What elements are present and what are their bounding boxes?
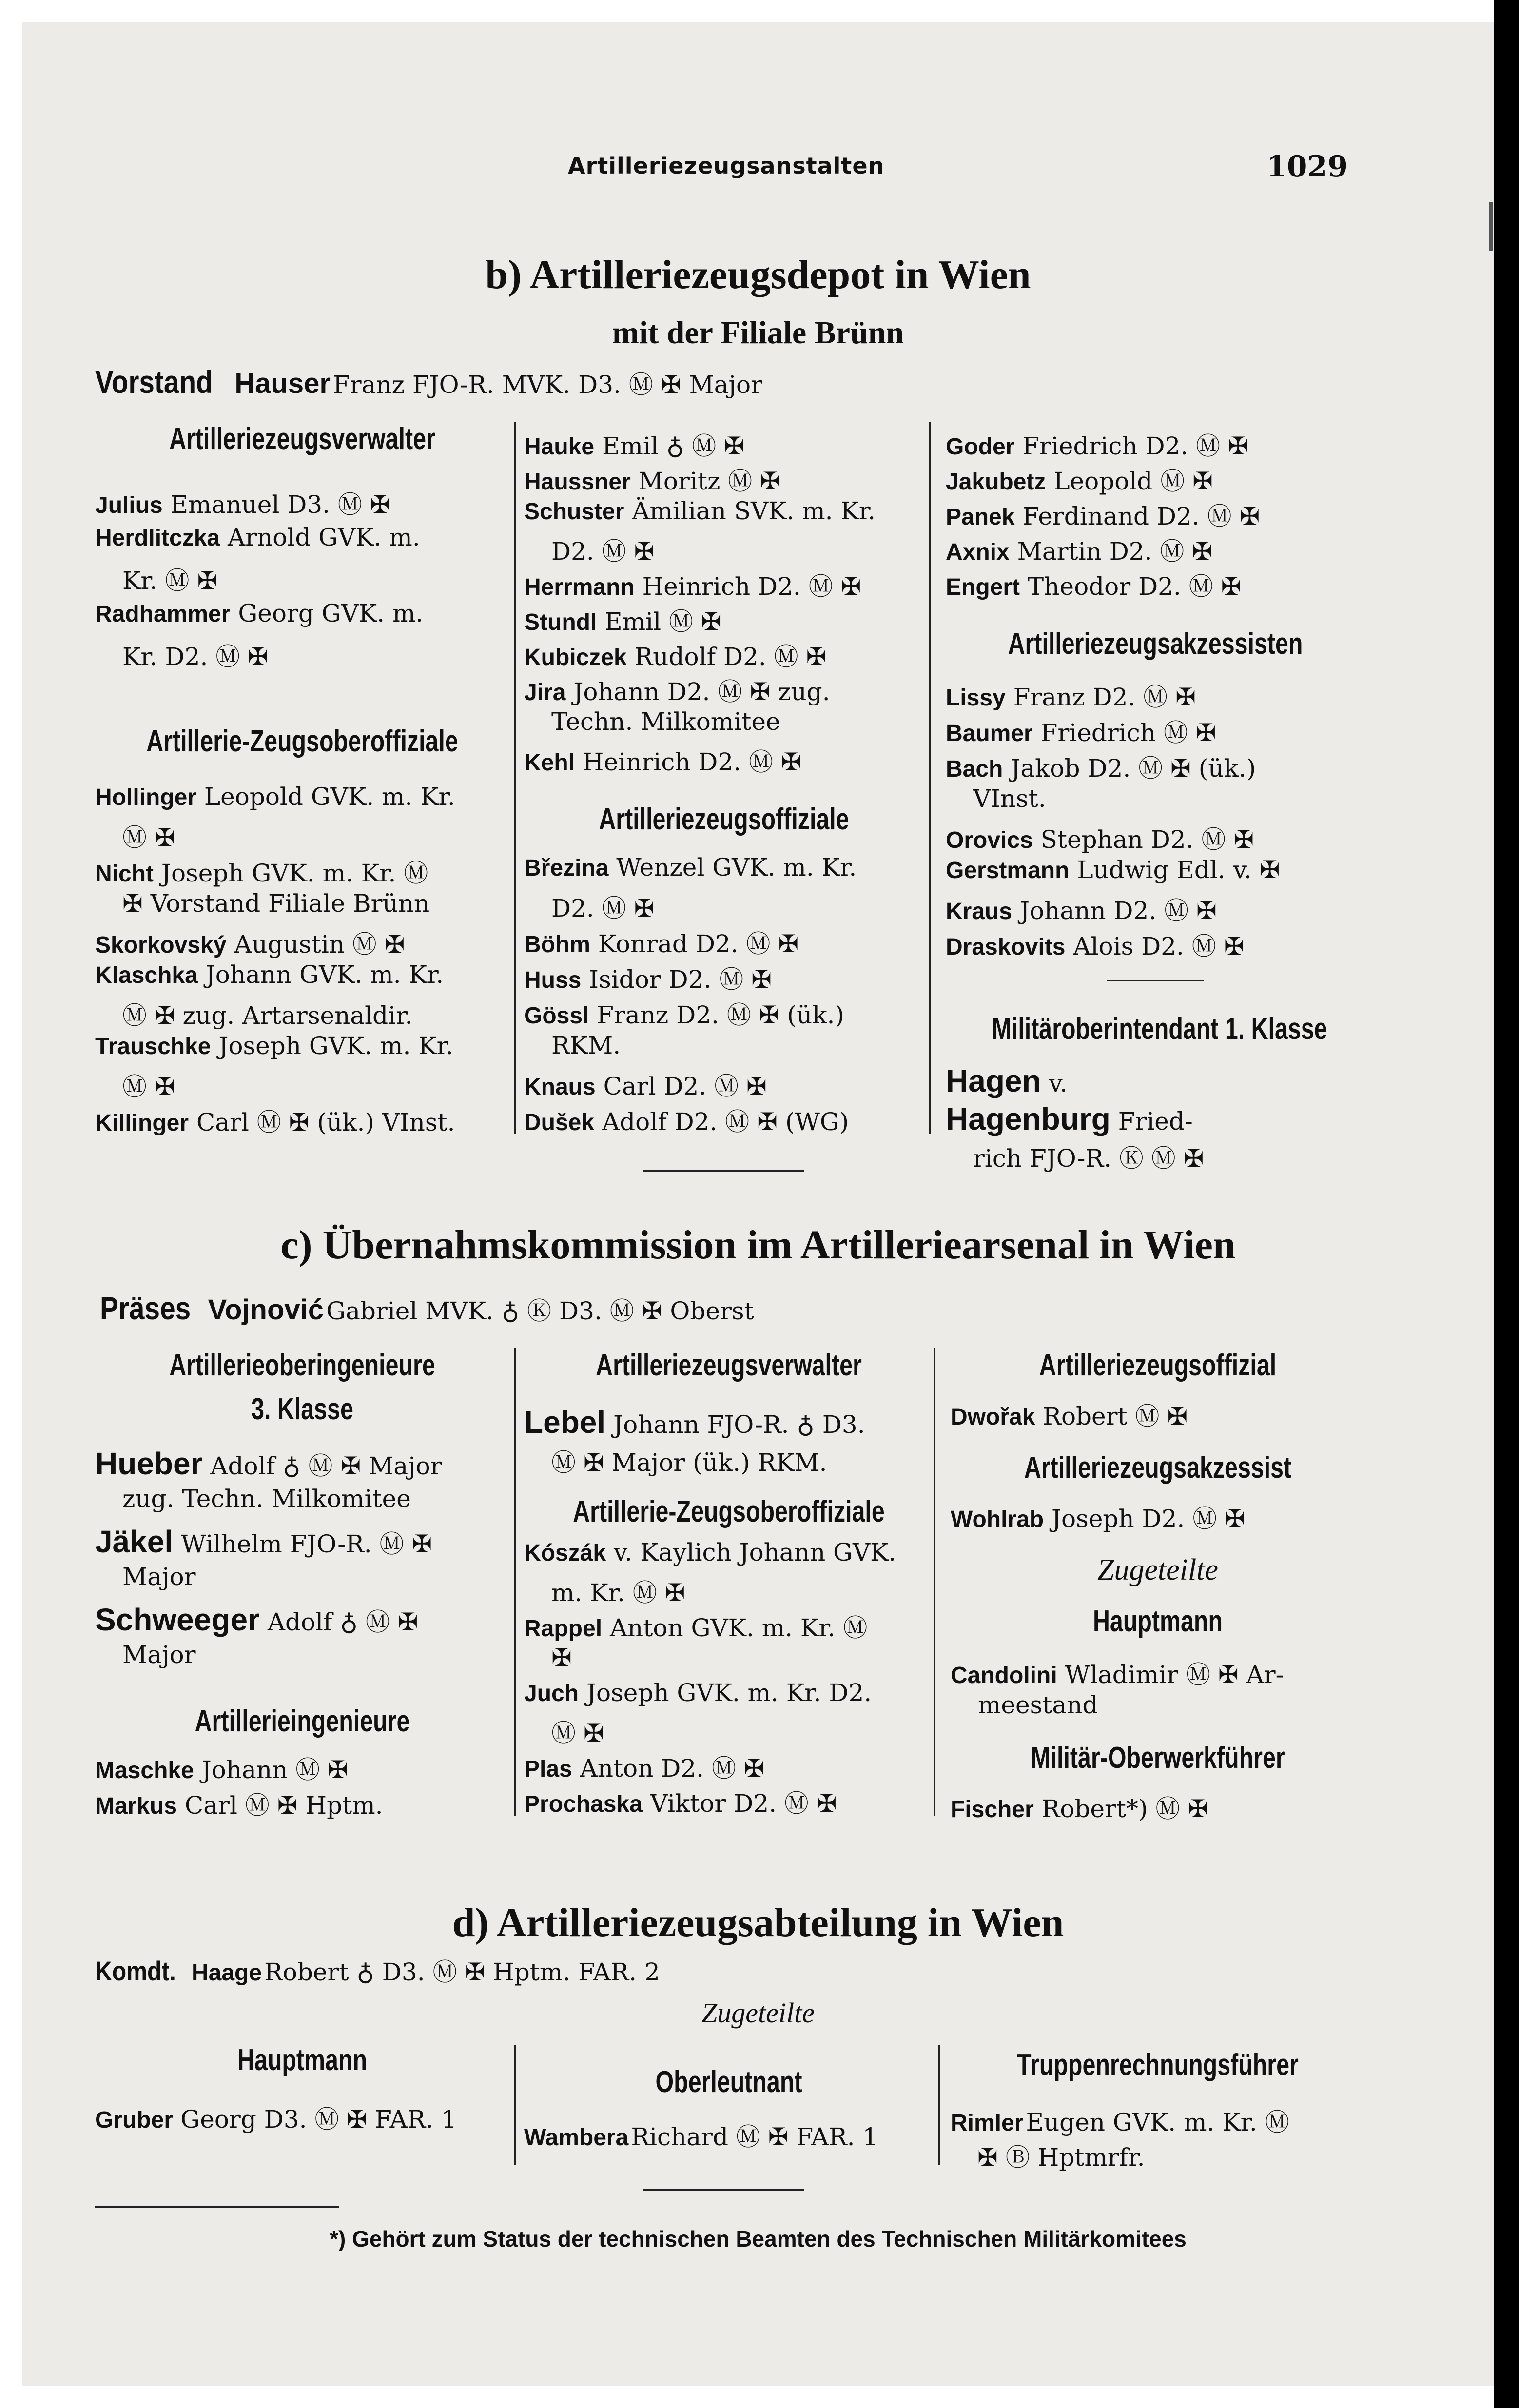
person-details: Konrad D2. Ⓜ ✠: [598, 930, 799, 958]
list-entry: [95, 960, 444, 989]
person-details: Emil ♁ Ⓜ ✠: [602, 432, 745, 460]
list-entry: [551, 1031, 621, 1059]
person-details: Anton GVK. m. Kr. Ⓜ: [609, 1614, 868, 1642]
leader-label: Vorstand: [95, 364, 213, 400]
list-entry: [946, 567, 1242, 602]
list-entry: [95, 1602, 418, 1638]
person-name: Dwořak: [951, 1404, 1035, 1430]
person-name: Kehl: [524, 750, 575, 776]
person-details: D2. Ⓜ ✠: [551, 894, 655, 922]
hauptmann-heading: Hauptmann: [237, 2043, 367, 2077]
list-entry: [122, 1067, 175, 1102]
person-name: Hueber: [95, 1446, 203, 1481]
scan-mark: [1489, 202, 1493, 251]
person-details: Ludwig Edl. v. ✠: [1077, 856, 1280, 884]
person-name: Haussner: [524, 469, 631, 495]
person-details: Joseph GVK. m. Kr.: [218, 1032, 453, 1060]
person-details: ✠: [551, 1644, 572, 1672]
list-entry: [122, 818, 175, 853]
list-entry: [551, 1443, 827, 1478]
entry-rimler: [951, 2103, 1289, 2138]
person-details: Leopold Ⓜ ✠: [1053, 467, 1213, 495]
person-details: Adolf D2. Ⓜ ✠ (WG): [602, 1108, 849, 1136]
person-name: Březina: [524, 855, 609, 881]
column-divider: [934, 1348, 935, 1816]
person-name: Gössl: [524, 1003, 589, 1029]
person-name: Fischer: [951, 1797, 1034, 1822]
person-details: D2. Ⓜ ✠: [551, 537, 655, 566]
person-name: Maschke: [95, 1758, 194, 1783]
person-details: Ⓜ ✠ Major (ük.) RKM.: [551, 1449, 827, 1477]
list-entry: [95, 1524, 432, 1560]
leader-name: Haage: [191, 1960, 262, 1986]
list-entry: [946, 1063, 1068, 1099]
list-entry: [946, 749, 1256, 784]
list-entry: [951, 1655, 1284, 1690]
person-name: Radhammer: [95, 601, 231, 627]
person-name: Hollinger: [95, 784, 197, 810]
list-entry: [524, 602, 721, 637]
person-name: Rappel: [524, 1616, 603, 1642]
person-name: Axnix: [946, 539, 1010, 565]
person-name: Goder: [946, 434, 1015, 460]
person-name: Kószák: [524, 1540, 606, 1566]
list-entry: [524, 1749, 764, 1784]
person-details: Carl Ⓜ ✠ Hptm.: [184, 1791, 383, 1820]
person-details: Wladimir Ⓜ ✠ Ar-: [1065, 1661, 1284, 1689]
person-name: Wambera: [524, 2125, 629, 2151]
person-details: Kr. Ⓜ ✠: [122, 567, 218, 595]
list-entry: [524, 1404, 865, 1440]
list-entry: [524, 1538, 896, 1566]
list-entry: [524, 672, 830, 707]
column-heading: Artilleriezeugsakzessist: [1024, 1451, 1292, 1485]
leader-label: Präses: [100, 1290, 191, 1326]
person-details: Stephan D2. Ⓜ ✠: [1040, 825, 1254, 854]
person-details: Rudolf D2. Ⓜ ✠: [634, 643, 827, 671]
section-b-subtitle: mit der Filiale Brünn: [612, 315, 904, 351]
person-details: zug. Techn. Milkomitee: [122, 1485, 411, 1513]
list-entry: [946, 856, 1280, 884]
person-name: Huss: [524, 967, 582, 993]
person-details: Ferdinand D2. Ⓜ ✠: [1022, 502, 1260, 530]
person-name: Markus: [95, 1793, 177, 1819]
leader-details: Gabriel MVK. ♁ Ⓚ D3. Ⓜ ✠ Oberst: [326, 1297, 754, 1325]
list-entry: [551, 707, 780, 736]
person-details: Ⓜ ✠: [551, 1719, 604, 1747]
list-entry: [122, 561, 217, 596]
leader-details: Robert ♁ D3. Ⓜ ✠ Hptm. FAR. 2: [264, 1958, 660, 1986]
person-details: Martin D2. Ⓜ ✠: [1017, 537, 1213, 566]
person-name: Draskovits: [946, 934, 1066, 960]
person-details: Theodor D2. Ⓜ ✠: [1027, 572, 1242, 601]
list-entry: [551, 1714, 604, 1749]
person-name: Hagenburg: [946, 1101, 1110, 1136]
list-entry: [551, 889, 654, 924]
person-details: rich FJO-R. Ⓚ Ⓜ ✠: [973, 1144, 1204, 1173]
person-name: Dušek: [524, 1110, 595, 1135]
person-details: Wenzel GVK. m. Kr.: [616, 853, 857, 881]
person-details: Major: [122, 1563, 196, 1591]
list-entry: [951, 1499, 1245, 1534]
person-name: Lebel: [524, 1405, 606, 1440]
person-name: Killinger: [95, 1110, 189, 1136]
person-details: Techn. Milkomitee: [551, 707, 780, 736]
person-details: Viktor D2. Ⓜ ✠: [650, 1789, 837, 1818]
list-entry: [524, 1608, 867, 1644]
leader-details: Franz FJO-R. MVK. D3. Ⓜ ✠ Major: [333, 371, 763, 399]
person-name: Rimler: [951, 2110, 1024, 2136]
person-name: Böhm: [524, 932, 590, 958]
list-entry: [946, 713, 1216, 748]
person-name: Schweeger: [95, 1602, 260, 1637]
column-heading: Artilleriezeugsoffiziale: [599, 803, 849, 836]
list-entry: [524, 497, 876, 525]
person-details: RKM.: [551, 1031, 621, 1059]
person-name: Kubiczek: [524, 645, 627, 670]
person-details: Major: [122, 1641, 196, 1669]
column-divider: [514, 1348, 516, 1816]
person-details: Adolf ♁ Ⓜ ✠: [267, 1608, 418, 1636]
person-name: Nicht: [95, 861, 154, 887]
person-details: Moritz Ⓜ ✠: [638, 467, 780, 495]
person-details: Emil Ⓜ ✠: [604, 607, 721, 636]
person-name: Kraus: [946, 899, 1013, 924]
person-name: Schuster: [524, 499, 624, 525]
column-divider: [929, 422, 931, 1134]
person-details: VInst.: [973, 784, 1046, 813]
list-entry: [946, 678, 1196, 713]
list-entry: [122, 637, 268, 672]
person-name: Juch: [524, 1681, 579, 1706]
person-details: Johann D2. Ⓜ ✠: [1019, 897, 1217, 925]
person-name: Jakubetz: [946, 469, 1046, 495]
person-details: Kr. D2. Ⓜ ✠: [122, 643, 269, 671]
person-name: Trauschke: [95, 1034, 211, 1059]
list-entry: [95, 1750, 348, 1785]
person-details: Leopold GVK. m. Kr.: [204, 783, 455, 811]
person-details: v. Kaylich Johann GVK.: [613, 1538, 896, 1566]
person-details: Johann Ⓜ ✠: [201, 1756, 348, 1784]
list-entry: [122, 996, 412, 1031]
list-entry: [524, 637, 826, 672]
scanned-page: [22, 22, 1494, 2386]
person-details: Wilhelm FJO-R. Ⓜ ✠: [181, 1530, 432, 1558]
person-name: Orovics: [946, 827, 1033, 853]
list-entry: [946, 1101, 1193, 1137]
section-c-title: c) Übernahmskommission im Artilleriearsenal in Wien: [280, 1222, 1236, 1268]
list-entry: [95, 1103, 455, 1138]
running-title: Artilleriezeugsanstalten: [568, 153, 885, 179]
list-entry: [95, 599, 423, 627]
person-name: Herdlitczka: [95, 525, 220, 551]
list-entry: [95, 1786, 383, 1821]
person-details: Isidor D2. Ⓜ ✠: [589, 965, 772, 994]
list-entry: [978, 1691, 1098, 1719]
column-heading: 3. Klasse: [251, 1392, 353, 1426]
person-name: Stundl: [524, 609, 597, 635]
list-entry: [122, 889, 429, 918]
person-name: Bach: [946, 756, 1003, 782]
person-details: Joseph GVK. m. Kr. D2.: [586, 1679, 872, 1707]
list-entry: [95, 925, 405, 960]
person-name: Hagen: [946, 1063, 1041, 1098]
list-entry: [946, 462, 1213, 497]
person-details: Robert*) Ⓜ ✠: [1041, 1795, 1208, 1823]
person-name: Knaus: [524, 1074, 596, 1100]
list-entry: [524, 567, 861, 602]
column-divider: [514, 2045, 516, 2165]
section-d-title: d) Artilleriezeugsabteilung in Wien: [452, 1900, 1064, 1945]
person-details: Robert Ⓜ ✠: [1043, 1402, 1188, 1430]
list-entry: [524, 960, 772, 995]
leader-name: Hauser: [234, 368, 331, 399]
person-name: Candolini: [951, 1663, 1057, 1688]
list-entry: [95, 1032, 453, 1060]
person-name: Gerstmann: [946, 858, 1070, 883]
divider-rule: [643, 1170, 804, 1172]
person-details: Joseph GVK. m. Kr. Ⓜ: [161, 859, 428, 887]
person-name: Jäkel: [95, 1524, 174, 1559]
list-entry: [122, 1485, 411, 1513]
person-details: Carl D2. Ⓜ ✠: [603, 1072, 767, 1100]
list-entry: [551, 1644, 572, 1672]
list-entry: [95, 783, 455, 811]
section-b-title: b) Artilleriezeugsdepot in Wien: [485, 252, 1031, 297]
person-name: Jira: [524, 680, 566, 705]
zugeteilte-heading: Zugeteilte: [701, 1997, 815, 2029]
section-c-leader: [100, 1290, 754, 1327]
list-entry: [946, 820, 1254, 855]
person-details: Ämilian SVK. m. Kr.: [632, 497, 876, 525]
person-details: Heinrich D2. Ⓜ ✠: [582, 748, 801, 776]
person-details: Fried-: [1118, 1107, 1193, 1135]
column-heading: Artillerie-Zeugsoberoffiziale: [573, 1495, 885, 1528]
person-name: Engert: [946, 574, 1020, 600]
divider-rule: [1107, 980, 1204, 981]
person-name: Prochaska: [524, 1791, 643, 1817]
entry-rimler-continued: ✠ Ⓑ Hptmrfr.: [977, 2143, 1145, 2172]
entry-wambera: [524, 2117, 878, 2153]
person-details: Georg D3. Ⓜ ✠ FAR. 1: [180, 2105, 457, 2134]
column-heading: Artilleriezeugsverwalter: [596, 1349, 862, 1382]
column-heading: Artillerieoberingenieure: [169, 1349, 435, 1382]
footnote-rule: [95, 2206, 339, 2208]
column-heading: Artilleriezeugsverwalter: [169, 422, 435, 456]
person-details: ✠ Vorstand Filiale Brünn: [122, 889, 430, 918]
list-entry: [524, 996, 844, 1031]
person-details: Emanuel D3. Ⓜ ✠: [170, 490, 390, 519]
list-entry: [524, 1102, 849, 1137]
person-details: Anton D2. Ⓜ ✠: [580, 1754, 764, 1782]
person-details: Ⓜ ✠: [122, 1073, 175, 1101]
column-heading: Artilleriezeugsoffizial: [1039, 1349, 1277, 1382]
person-name: Lissy: [946, 685, 1006, 711]
person-details: v.: [1049, 1069, 1068, 1097]
person-details: Georg GVK. m.: [238, 599, 424, 627]
person-name: Julius: [95, 492, 163, 518]
person-details: Ⓜ ✠: [122, 823, 175, 852]
person-details: Eugen GVK. m. Kr. Ⓜ: [1026, 2108, 1289, 2136]
list-entry: [524, 1784, 837, 1819]
list-entry: [946, 927, 1245, 962]
person-name: Plas: [524, 1756, 572, 1782]
person-details: Joseph D2. Ⓜ ✠: [1052, 1505, 1245, 1533]
column-heading: Artillerie-Zeugsoberoffiziale: [146, 724, 458, 758]
column-heading: Artilleriezeugsakzessisten: [1008, 627, 1303, 661]
person-details: Johann GVK. m. Kr.: [205, 960, 444, 989]
list-entry: [951, 1789, 1208, 1824]
person-name: Panek: [946, 504, 1015, 530]
footnote: *) Gehört zum Status der technischen Beamten des Technischen Militärkomitees: [330, 2226, 1187, 2251]
person-details: Franz D2. Ⓜ ✠: [1013, 683, 1196, 711]
person-details: Ⓜ ✠ zug. Artarsenaldir.: [122, 1001, 413, 1030]
person-details: Heinrich D2. Ⓜ ✠: [642, 572, 861, 601]
person-name: Klaschka: [95, 962, 198, 988]
column-heading: Zugeteilte: [1097, 1553, 1218, 1586]
person-name: Baumer: [946, 721, 1033, 746]
section-b-leader: [95, 363, 762, 400]
list-entry: [946, 427, 1248, 462]
list-entry: [524, 924, 798, 959]
person-details: Johann FJO-R. ♁ D3.: [613, 1410, 865, 1439]
column-heading: Militäroberintendant 1. Klasse: [992, 1012, 1327, 1046]
person-details: Augustin Ⓜ ✠: [234, 930, 405, 959]
list-entry: [122, 1563, 196, 1591]
person-name: Herrmann: [524, 574, 635, 600]
column-divider: [514, 422, 516, 1134]
person-details: Friedrich D2. Ⓜ ✠: [1022, 432, 1248, 460]
list-entry: [946, 891, 1217, 926]
person-details: Alois D2. Ⓜ ✠: [1073, 932, 1245, 960]
page-number: 1029: [1266, 150, 1348, 184]
list-entry: [524, 1067, 767, 1102]
list-entry: [973, 784, 1046, 813]
person-details: Friedrich Ⓜ ✠: [1040, 719, 1216, 747]
column-heading: Militär-Oberwerkführer: [1031, 1741, 1285, 1775]
person-name: Wohlrab: [951, 1507, 1044, 1532]
list-entry: [551, 1573, 685, 1608]
oberleutnant-heading: Oberleutnant: [655, 2065, 802, 2099]
list-entry: [95, 854, 428, 889]
list-entry: [524, 1679, 872, 1707]
person-name: Hauke: [524, 434, 595, 460]
scan-border: [1494, 0, 1519, 2408]
person-details: Jakob D2. Ⓜ ✠ (ük.): [1011, 754, 1256, 783]
person-name: Skorkovský: [95, 932, 227, 958]
person-details: Adolf ♁ Ⓜ ✠ Major: [210, 1452, 442, 1480]
list-entry: [122, 1641, 196, 1669]
person-details: Carl Ⓜ ✠ (ük.) VInst.: [196, 1108, 455, 1136]
person-details: meestand: [978, 1691, 1098, 1719]
truppenrechnungsfuehrer-heading: Truppenrechnungsführer: [1017, 2048, 1299, 2082]
list-entry: [524, 743, 801, 778]
list-entry: [946, 497, 1260, 532]
list-entry: [973, 1139, 1204, 1174]
person-details: Franz D2. Ⓜ ✠ (ük.): [597, 1001, 844, 1029]
list-entry: [946, 532, 1212, 567]
column-heading: Hauptmann: [1093, 1605, 1223, 1638]
list-entry: [95, 1446, 442, 1482]
leader-label: Komdt.: [95, 1956, 176, 1986]
column-heading: Artillerieingenieure: [195, 1704, 410, 1738]
list-entry: [95, 485, 390, 520]
list-entry: [551, 532, 654, 567]
person-details: Arnold GVK. m.: [228, 523, 420, 551]
list-entry: [524, 427, 744, 462]
list-entry: [95, 523, 420, 551]
list-entry: [524, 462, 780, 497]
section-d-leader: [95, 1953, 660, 1988]
person-details: m. Kr. Ⓜ ✠: [551, 1579, 685, 1607]
list-entry: [951, 1397, 1188, 1432]
list-entry: [524, 853, 857, 881]
person-name: Gruber: [95, 2107, 174, 2133]
leader-name: Vojnović: [208, 1294, 324, 1326]
entry-gruber: [95, 2100, 457, 2135]
person-details: Richard Ⓜ ✠ FAR. 1: [631, 2123, 878, 2151]
divider-rule: [643, 2189, 804, 2191]
person-details: Johann D2. Ⓜ ✠ zug.: [573, 678, 830, 706]
column-divider: [938, 2045, 940, 2165]
